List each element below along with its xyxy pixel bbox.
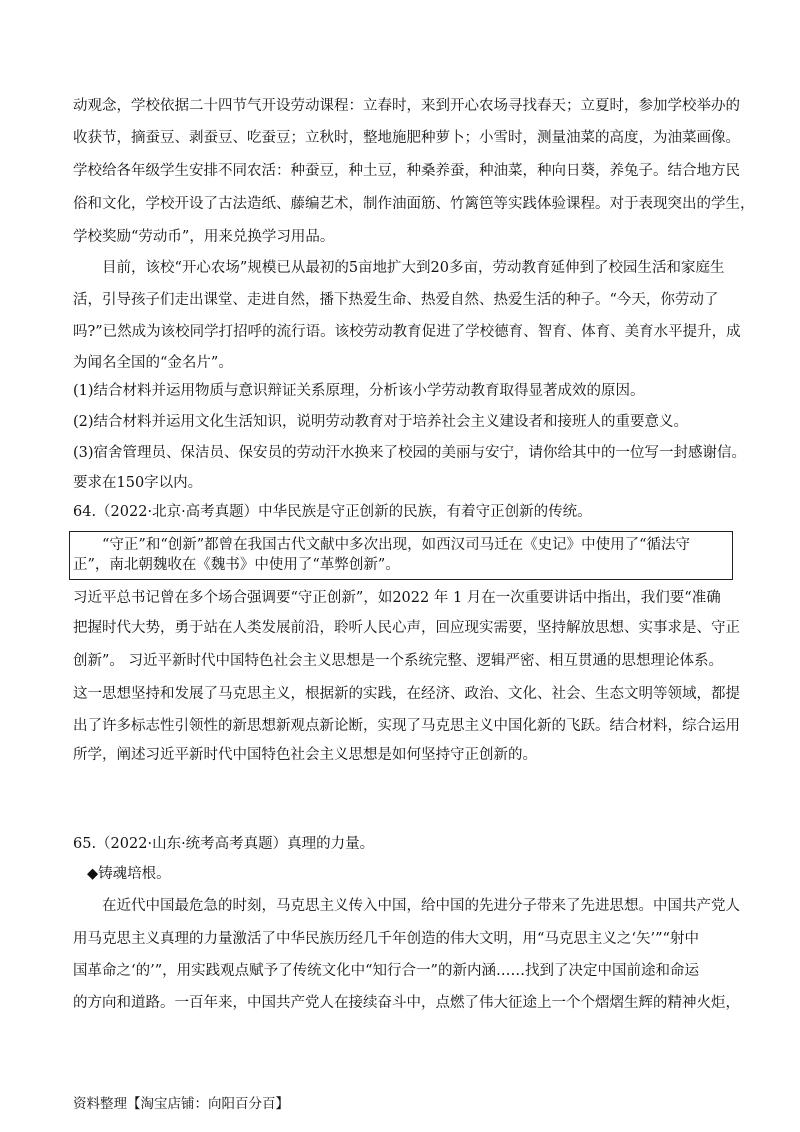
paragraph-line: 所学，阐述习近平新时代中国特色社会主义思想是如何坚持守正创新的。	[73, 747, 537, 763]
quote-line: “守正”和“创新”都曾在我国古代文献中多次出现，如西汉司马迁在《史记》中使用了“循法守	[102, 537, 691, 553]
quote-line: 正”，南北朝魏收在《魏书》中使用了“革弊创新”。	[73, 557, 400, 573]
paragraph-line: 学校给各年级学生安排不同农活：种蚕豆，种土豆，种桑养蚕，种油菜，种向日葵，养兔子。结合地方民	[73, 163, 740, 179]
question-1: (1)结合材料并运用物质与意识辩证关系原理，分析该小学劳动教育取得显著成效的原因。	[73, 383, 645, 399]
paragraph-line: 国革命之‘的’”，用实践观点赋予了传统文化中“知行合一”的新内涵……找到了决定中国前途和命运	[73, 963, 699, 979]
paragraph-line: 吗?”已然成为该校同学打招呼的流行语。该校劳动教育促进了学校德育、智育、体育、美育水平提升，成	[73, 324, 741, 340]
question-64-header: 64.（2022·北京·高考真题）中华民族是守正创新的民族，有着守正创新的传统。	[73, 504, 592, 520]
paragraph-line: 收获节，摘蚕豆、剥蚕豆、吃蚕豆；立秋时，整地施肥种萝卜；小雪时，测量油菜的高度，为油菜画像。	[73, 130, 740, 146]
question-2: (2)结合材料并运用文化生活知识，说明劳动教育对于培养社会主义建设者和接班人的重要意义。	[73, 414, 689, 430]
paragraph-line: 创新”。 习近平新时代中国特色社会主义思想是一个系统完整、逻辑严密、相互贯通的思想理论体系。	[73, 653, 724, 669]
paragraph-line: 习近平总书记曾在多个场合强调要“守正创新”，如2022 年 1 月在一次重要讲话中指出，我们要“准确	[73, 590, 721, 606]
question-65-header: 65.（2022·山东·统考高考真题）真理的力量。	[73, 836, 375, 852]
paragraph-line: 在近代中国最危急的时刻，马克思主义传入中国，给中国的先进分子带来了先进思想。中国共产党人	[102, 898, 740, 914]
question-3: (3)宿舍管理员、保洁员、保安员的劳动汗水换来了校园的美丽与安宁，请你给其中的一位写一封感谢信。	[73, 445, 747, 461]
question-3-requirement: 要求在150字以内。	[73, 475, 203, 491]
paragraph-line: 学校奖励“劳动币”，用来兑换学习用品。	[73, 229, 335, 245]
paragraph-line: 这一思想坚持和发展了马克思主义，根据新的实践，在经济、政治、文化、社会、生态文明等领域，都提	[73, 686, 740, 702]
footer-text: 资料整理【淘宝店铺：向阳百分百】	[73, 1096, 289, 1112]
paragraph-line: 的方向和道路。一百年来，中国共产党人在接续奋斗中，点燃了伟大征途上一个个熠熠生辉的精神火炬，	[73, 995, 740, 1011]
paragraph-line: 目前，该校“开心农场”规模已从最初的5亩地扩大到20多亩，劳动教育延伸到了校园生活和家庭生	[102, 260, 725, 276]
paragraph-line: 动观念，学校依据二十四节气开设劳动课程：立春时，来到开心农场寻找春天；立夏时，参加学校举办的	[73, 98, 740, 114]
paragraph-line: 用马克思主义真理的力量激活了中华民族历经几千年创造的伟大文明，用“马克思主义之‘矢’”“射中	[73, 931, 699, 947]
paragraph-line: 把握时代大势，勇于站在人类发展前沿，聆听人民心声，回应现实需要，坚持解放思想、实事求是、守正	[73, 620, 740, 636]
paragraph-line: 活，引导孩子们走出课堂、走进自然，播下热爱生命、热爱自然、热爱生活的种子。“今天，你劳动了	[73, 292, 719, 308]
paragraph-line: 俗和文化，学校开设了古法造纸、藤编艺术，制作油面筋、竹篱笆等实践体验课程。对于表现突出的学生，	[73, 196, 755, 212]
paragraph-line: 为闻名全国的“金名片”。	[73, 355, 233, 371]
paragraph-line: 出了许多标志性引领性的新思想新观点新论断，实现了马克思主义中国化新的飞跃。结合材料，综合运用	[73, 718, 740, 734]
section-subtitle: ◆铸魂培根。	[87, 866, 171, 882]
